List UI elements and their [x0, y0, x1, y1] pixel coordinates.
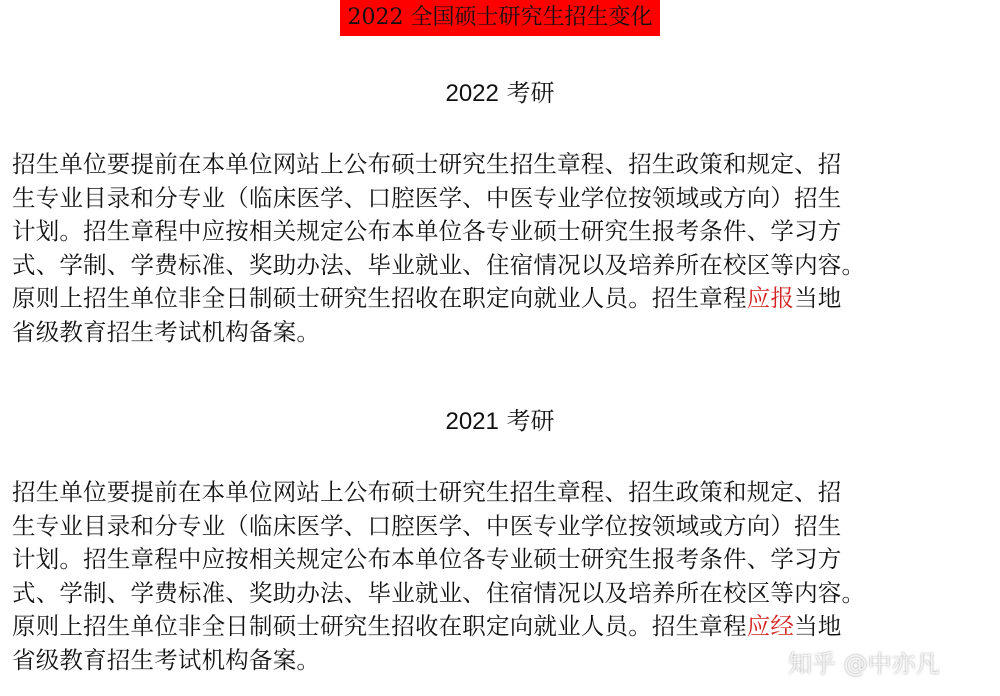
watermark: 知乎 @中亦凡: [788, 650, 940, 678]
section-heading-2022: [0, 77, 1000, 110]
heading-word: 考研: [506, 407, 555, 435]
paragraph-2022: [12, 148, 992, 349]
paragraph-line: 计划。招生章程中应按相关规定公布本单位各专业硕士研究生报考条件、学习方: [12, 545, 842, 573]
highlighted-change-text: 应经: [746, 612, 795, 640]
paragraph-line: 招生单位要提前在本单位网站上公布硕士研究生招生章程、招生政策和规定、招: [12, 150, 842, 178]
document-title: 2022 全国硕士研究生招生变化: [340, 0, 661, 36]
paragraph-line: 省级教育招生考试机构备案。: [12, 317, 321, 346]
heading-word: 考研: [506, 79, 555, 107]
line-text: 当地: [794, 284, 842, 312]
highlighted-change-text: 应报: [746, 284, 795, 312]
heading-year: 2022: [445, 80, 499, 107]
paragraph-line: 生专业目录和分专业（临床医学、口腔医学、中医专业学位按领域或方向）招生: [12, 183, 842, 212]
paragraph-line: 生专业目录和分专业（临床医学、口腔医学、中医专业学位按领域或方向）招生: [12, 511, 842, 540]
line-text: 原则上招生单位非全日制硕士研究生招收在职定向就业人员。招生章程: [12, 284, 747, 312]
line-text: 当地: [794, 612, 842, 640]
paragraph-line: 省级教育招生考试机构备案。: [12, 645, 321, 674]
title-container: [0, 0, 1000, 36]
paragraph-line: 计划。招生章程中应按相关规定公布本单位各专业硕士研究生报考条件、学习方: [12, 217, 842, 245]
heading-year: 2021: [445, 408, 499, 435]
paragraph-line: 式、学制、学费标准、奖助办法、毕业就业、住宿情况以及培养所在校区等内容。: [12, 578, 866, 607]
paragraph-line: [12, 282, 992, 316]
line-text: 原则上招生单位非全日制硕士研究生招收在职定向就业人员。招生章程: [12, 612, 747, 640]
paragraph-line: 式、学制、学费标准、奖助办法、毕业就业、住宿情况以及培养所在校区等内容。: [12, 250, 866, 279]
paragraph-line: 招生单位要提前在本单位网站上公布硕士研究生招生章程、招生政策和规定、招: [12, 478, 842, 506]
section-heading-2021: [0, 405, 1000, 438]
paragraph-line: [12, 610, 992, 644]
